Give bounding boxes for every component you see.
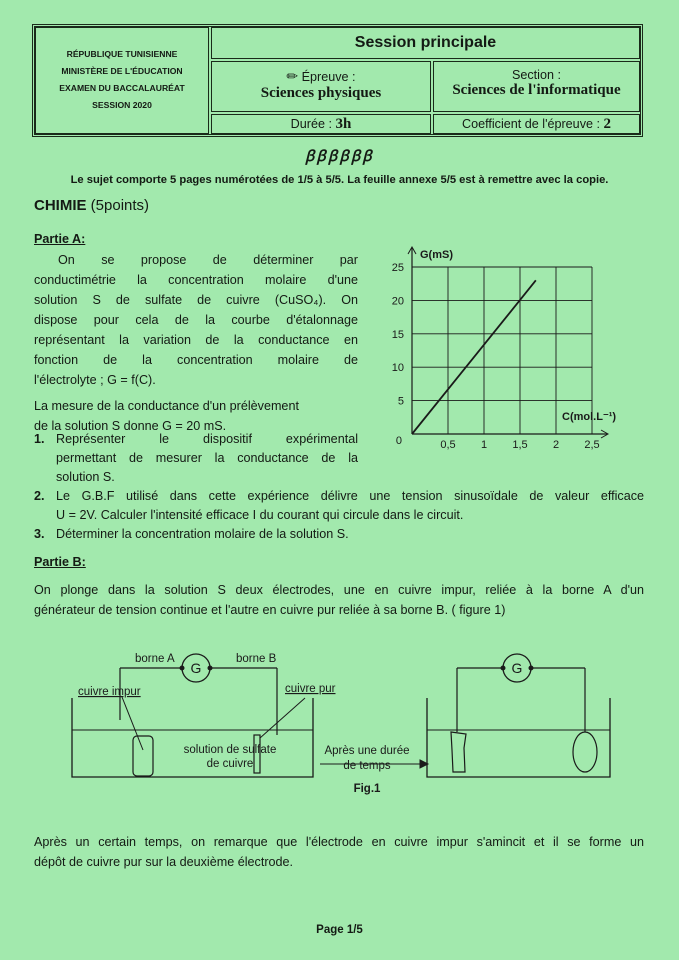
series-line (412, 280, 536, 434)
y-tick-label: 20 (391, 295, 404, 308)
pencil-icon: ✏ (286, 68, 299, 84)
question-number: 3. (34, 527, 45, 541)
coef-cell (433, 114, 640, 134)
epreuve-label: Épreuve : (301, 70, 356, 84)
borne-a-label: borne A (135, 653, 175, 665)
coef-label: Coefficient de l'épreuve : (462, 117, 600, 131)
cuivre-impur-label: cuivre impur (78, 686, 141, 698)
text-line: La mesure de la conductance d'un prélèvement (34, 399, 299, 413)
partie-a-title: Partie A: (34, 232, 86, 246)
section-cell (433, 61, 640, 112)
text-line: permettant de mesurer la conductance de la (56, 451, 358, 465)
institution-block (35, 27, 209, 134)
text-line: représentant la variation de la conductance en (34, 333, 358, 347)
duree-label: Durée : (290, 117, 332, 131)
coef-value: 2 (603, 116, 611, 132)
galvanometer-label: G (511, 660, 523, 676)
calibration-chart (370, 240, 630, 450)
text-line: Après un certain temps, on remarque que l'électrode en cuivre impur s'amincit et il se forme un (34, 835, 644, 849)
text-line: On plonge dans la solution S deux électrodes, une en cuivre impur, reliée à la borne A d'un (34, 583, 644, 597)
conclusion-text (34, 832, 644, 872)
chimie-heading (34, 197, 149, 214)
text-line: dépôt de cuivre pur sur la deuxième électrode. (34, 855, 294, 869)
arrow-label: de temps (343, 760, 391, 772)
ministry: MINISTÈRE DE L'ÉDUCATION (61, 66, 183, 76)
chimie-title: CHIMIE (34, 197, 87, 214)
x-tick-label: 1,5 (512, 439, 528, 450)
duree-cell (211, 114, 431, 134)
text-line: dispose pour cela de la courbe d'étalonnage (34, 313, 358, 327)
session-year: SESSION 2020 (92, 100, 152, 110)
text-line: générateur de tension continue et l'autre en cuivre pur reliée à sa borne B. ( figure 1) (34, 603, 506, 617)
partie-b-title: Partie B: (34, 555, 86, 569)
section-label: Section : (511, 68, 561, 82)
ornament: ꞵꞵꞵꞵꞵꞵ (305, 148, 374, 165)
cuivre-pur-label: cuivre pur (285, 683, 336, 695)
republic: RÉPUBLIQUE TUNISIENNE (66, 49, 178, 59)
epreuve-cell (211, 61, 431, 112)
session-title: Session principale (211, 27, 640, 59)
question-number: 2. (34, 489, 45, 503)
origin-label: 0 (395, 435, 402, 447)
solution-label: solution de sulfate (183, 744, 277, 756)
x-tick-label: 0,5 (440, 439, 456, 450)
text-line: Représenter le dispositif expérimental (56, 432, 358, 446)
arrow-label: Après une durée (324, 745, 410, 757)
figure-1 (60, 640, 640, 805)
text-line: solution S de sulfate de cuivre (CuSO₄). On (34, 293, 358, 307)
thickened-electrode (573, 732, 597, 772)
exam: EXAMEN DU BACCALAURÉAT (59, 83, 185, 93)
y-tick-label: 25 (391, 262, 404, 274)
figure-caption: Fig.1 (353, 783, 381, 795)
text-line: Déterminer la concentration molaire de la solution S. (56, 527, 349, 541)
question-number: 1. (34, 432, 45, 446)
y-axis-label: G(mS) (420, 249, 453, 261)
solution-label: de cuivre (206, 758, 254, 770)
partie-b-text (34, 580, 644, 620)
text-line: conductimétrie la concentration molaire d'une (34, 273, 358, 287)
text-line: fonction de la concentration molaire de (34, 353, 358, 367)
exam-header (32, 24, 643, 137)
text-line: On se propose de déterminer par (58, 253, 358, 267)
question-3 (34, 525, 644, 544)
borne-b-label: borne B (236, 653, 277, 665)
galvanometer-label: G (190, 660, 202, 676)
text-line: Le G.B.F utilisé dans cette expérience délivre une tension sinusoïdale de valeur efficace (56, 489, 644, 503)
chimie-points: (5points) (90, 197, 150, 214)
y-tick-label: 5 (397, 395, 404, 408)
text-line: solution S. (56, 470, 115, 484)
impure-copper-electrode (133, 736, 153, 776)
notice: Le sujet comporte 5 pages numérotées de 1/5 à 5/5. La feuille annexe 5/5 est à remettre avec la copie. (70, 174, 609, 186)
question-2 (34, 487, 644, 525)
text-line: de la solution S donne G = 20 mS. (34, 419, 227, 433)
text-line: U = 2V. Calculer l'intensité efficace I du courant qui circule dans le circuit. (56, 508, 464, 522)
thinned-electrode (451, 732, 466, 772)
x-tick-label: 2 (552, 439, 560, 450)
y-tick-label: 15 (391, 328, 404, 341)
page-number: Page 1/5 (316, 924, 363, 936)
text-line: l'électrolyte ; G = f(C). (34, 373, 156, 387)
duree-value: 3h (335, 116, 352, 132)
partie-a-text (34, 250, 358, 436)
x-tick-label: 1 (480, 439, 488, 450)
x-axis-label: C(mol.L⁻¹) (562, 411, 617, 423)
x-tick-label: 2,5 (584, 439, 600, 450)
y-tick-label: 10 (391, 362, 404, 375)
epreuve-value: Sciences physiques (260, 85, 382, 101)
section-value: Sciences de l'informatique (452, 82, 621, 98)
